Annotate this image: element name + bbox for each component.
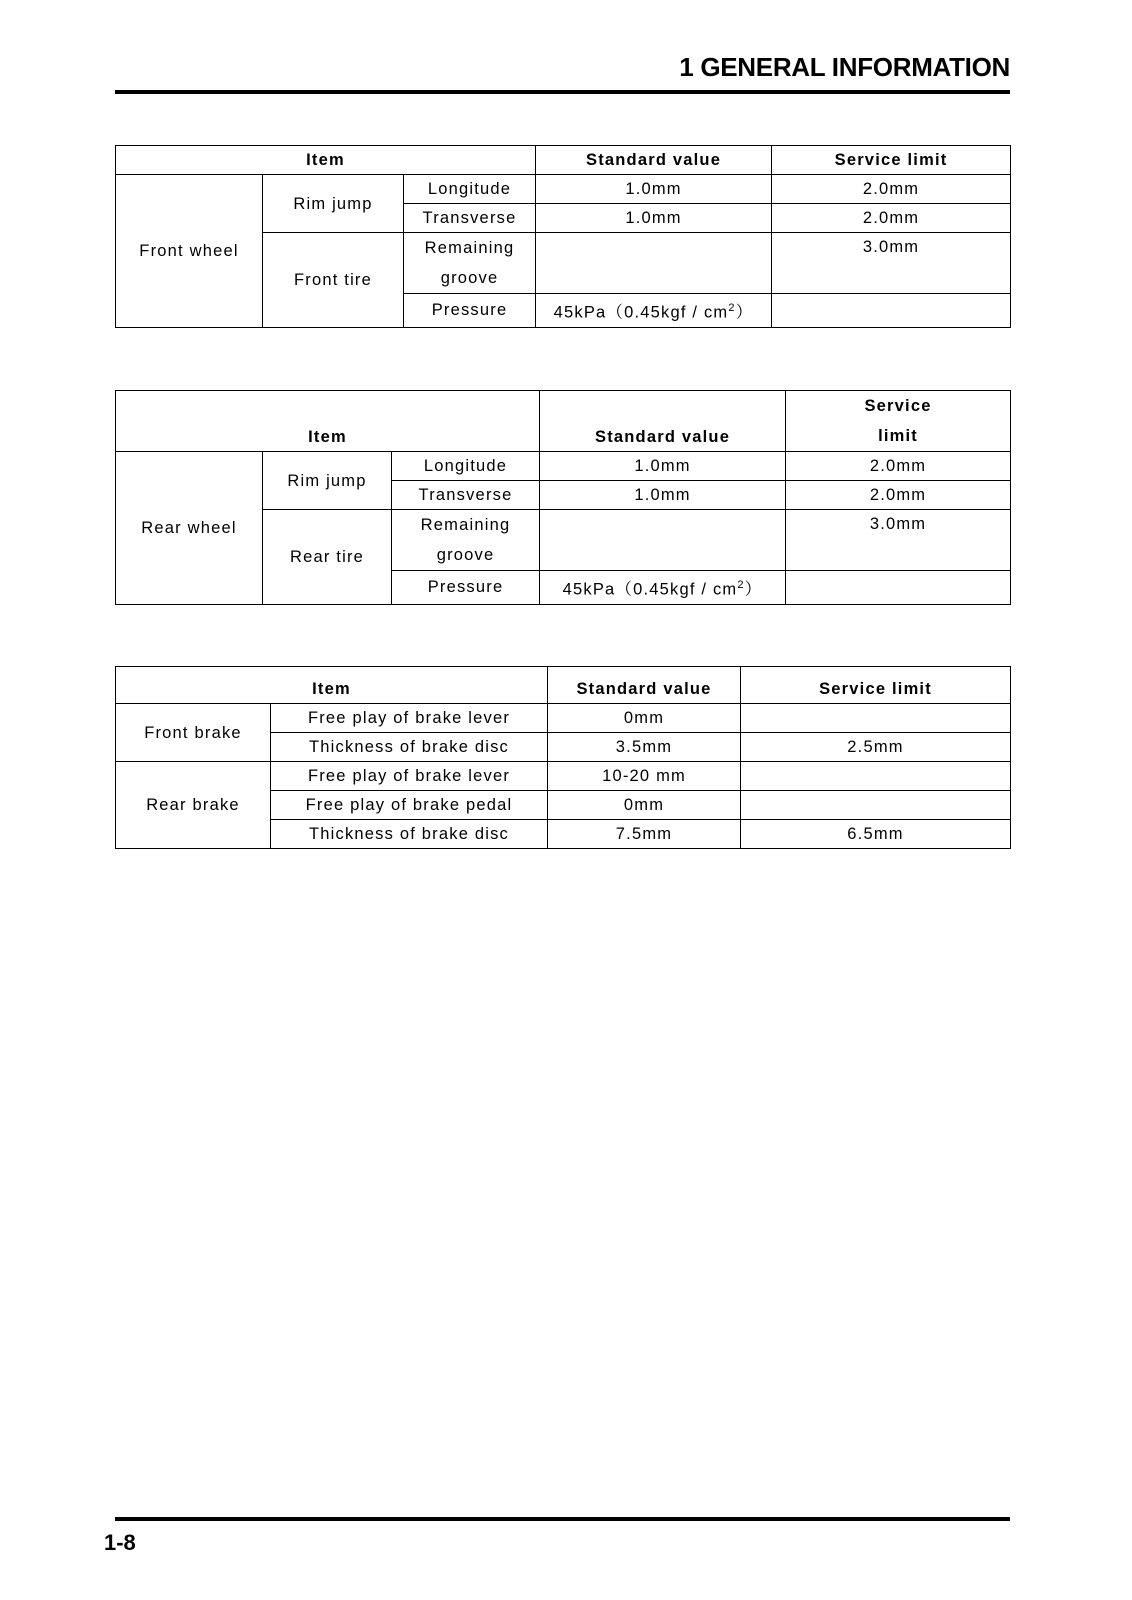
- service-limit: 3.0mm: [772, 233, 1011, 294]
- header-standard-value: Standard value: [540, 391, 786, 452]
- rim-jump-label: Rim jump: [263, 175, 404, 233]
- front-brake-label: Front brake: [116, 704, 271, 762]
- tire-label: Front tire: [263, 233, 404, 328]
- service-limit: 2.0mm: [772, 204, 1011, 233]
- sub-item: Pressure: [392, 571, 540, 605]
- sub-item: Free play of brake lever: [271, 704, 548, 733]
- service-limit: 3.0mm: [786, 510, 1011, 571]
- standard-value: 1.0mm: [536, 204, 772, 233]
- standard-value: 1.0mm: [536, 175, 772, 204]
- group-label: Front wheel: [116, 175, 263, 328]
- rear-wheel-table: [115, 390, 1011, 605]
- header-limit-line1: Service: [864, 397, 932, 415]
- service-limit: [786, 571, 1011, 605]
- rim-jump-label: Rim jump: [263, 452, 392, 510]
- sub-item: Longitude: [404, 175, 536, 204]
- table-header-row: [116, 391, 1011, 452]
- rear-brake-label: Rear brake: [116, 762, 271, 849]
- table-header-row: [116, 667, 1011, 704]
- sub-item: Transverse: [392, 481, 540, 510]
- front-wheel-table: [115, 145, 1011, 328]
- service-limit: [741, 791, 1011, 820]
- table-row: [116, 762, 1011, 791]
- standard-value: [536, 233, 772, 294]
- remaining-line1: Remaining: [420, 516, 511, 534]
- pressure-superscript: 2: [728, 302, 736, 314]
- sub-item: Pressure: [404, 294, 536, 328]
- standard-value: 0mm: [548, 791, 741, 820]
- sub-item: [392, 510, 540, 571]
- header-limit-line2: limit: [878, 427, 918, 445]
- service-limit: [741, 704, 1011, 733]
- pressure-close: ）: [735, 303, 754, 322]
- tire-label: Rear tire: [263, 510, 392, 605]
- header-service-limit: [786, 391, 1011, 452]
- service-limit: 6.5mm: [741, 820, 1011, 849]
- brake-table: [115, 666, 1011, 849]
- header-service-limit: Service limit: [772, 146, 1011, 175]
- standard-value: 10-20 mm: [548, 762, 741, 791]
- page-number: 1-8: [104, 1530, 136, 1555]
- header-item: Item: [116, 667, 548, 704]
- standard-value: [540, 510, 786, 571]
- pressure-superscript: 2: [737, 579, 745, 591]
- sub-item: [404, 233, 536, 294]
- service-limit: 2.5mm: [741, 733, 1011, 762]
- standard-value: 1.0mm: [540, 452, 786, 481]
- sub-item: Free play of brake lever: [271, 762, 548, 791]
- remaining-line2: groove: [436, 546, 495, 564]
- table-row: [116, 704, 1011, 733]
- table-header-row: [116, 146, 1011, 175]
- table-row: [116, 452, 1011, 481]
- header-standard-value: Standard value: [536, 146, 772, 175]
- service-limit: 2.0mm: [772, 175, 1011, 204]
- standard-value: [540, 571, 786, 605]
- sub-item: Transverse: [404, 204, 536, 233]
- service-limit: [741, 762, 1011, 791]
- standard-value: 0mm: [548, 704, 741, 733]
- standard-value: 1.0mm: [540, 481, 786, 510]
- sub-item: Longitude: [392, 452, 540, 481]
- pressure-close: ）: [744, 580, 763, 599]
- header-rule: [115, 90, 1010, 94]
- table-row: [116, 175, 1011, 204]
- footer-rule: [115, 1517, 1010, 1521]
- service-limit: 2.0mm: [786, 481, 1011, 510]
- sub-item: Free play of brake pedal: [271, 791, 548, 820]
- header-standard-value: Standard value: [548, 667, 741, 704]
- standard-value: 7.5mm: [548, 820, 741, 849]
- remaining-line2: groove: [440, 269, 499, 287]
- standard-value: 3.5mm: [548, 733, 741, 762]
- pressure-value: 45kPa（0.45kgf / cm: [553, 303, 729, 322]
- header-service-limit: Service limit: [741, 667, 1011, 704]
- pressure-value: 45kPa（0.45kgf / cm: [562, 580, 738, 599]
- sub-item: Thickness of brake disc: [271, 733, 548, 762]
- group-label: Rear wheel: [116, 452, 263, 605]
- header-item: Item: [116, 146, 536, 175]
- header-item: Item: [116, 391, 540, 452]
- standard-value: [536, 294, 772, 328]
- sub-item: Thickness of brake disc: [271, 820, 548, 849]
- page-title: 1 GENERAL INFORMATION: [679, 52, 1010, 82]
- service-limit: 2.0mm: [786, 452, 1011, 481]
- service-limit: [772, 294, 1011, 328]
- remaining-line1: Remaining: [424, 239, 515, 257]
